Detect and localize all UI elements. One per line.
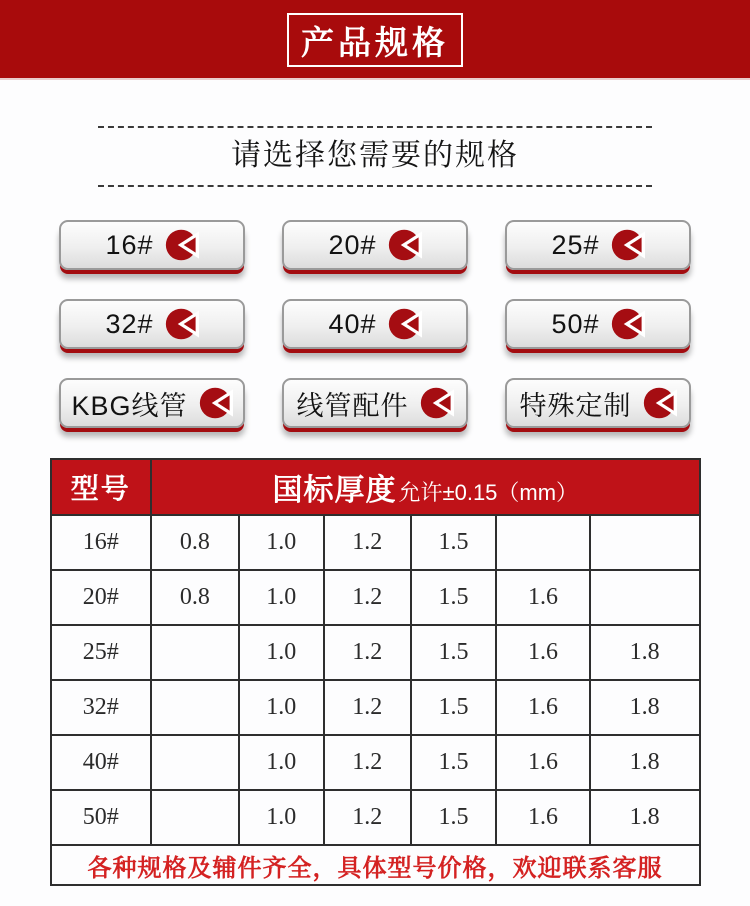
value-cell: 1.6 (496, 570, 589, 625)
spec-button-label: 16# (105, 229, 154, 260)
value-cell: 1.2 (324, 515, 411, 570)
banner-title-box (287, 13, 463, 67)
value-cell: 1.0 (239, 570, 324, 625)
model-cell: 16# (51, 515, 152, 570)
spec-table (50, 458, 701, 886)
thickness-column-header (151, 459, 699, 515)
value-cell: 1.0 (239, 680, 324, 735)
spec-button-32[interactable] (59, 299, 245, 349)
value-cell: 1.5 (411, 680, 497, 735)
pie-click-icon (388, 307, 422, 341)
spec-button-label: 40# (328, 308, 377, 339)
value-cell: 1.0 (239, 735, 324, 790)
table-row-50 (51, 790, 700, 845)
value-cell: 1.8 (590, 735, 700, 790)
value-cell: 0.8 (151, 570, 239, 625)
spec-button-20[interactable] (282, 220, 468, 270)
spec-prompt-heading: 请选择您需要的规格 (231, 139, 519, 172)
contact-note: 各种规格及辅件齐全，具体型号价格，欢迎联系客服 (51, 845, 700, 885)
value-cell: 1.5 (411, 790, 497, 845)
value-cell: 1.5 (411, 735, 497, 790)
spec-button-40[interactable] (282, 299, 468, 349)
table-row-20 (51, 570, 700, 625)
thickness-header-main: 国标厚度 (272, 474, 397, 507)
pie-click-icon (165, 228, 199, 262)
value-cell: 1.5 (411, 515, 497, 570)
spec-button-16[interactable] (59, 220, 245, 270)
value-cell: 1.6 (496, 625, 589, 680)
model-cell: 20# (51, 570, 152, 625)
value-cell: 1.2 (324, 570, 411, 625)
header-banner (0, 0, 750, 80)
pie-click-icon (611, 307, 645, 341)
table-row-32 (51, 680, 700, 735)
spec-button-label: 50# (551, 308, 600, 339)
value-cell: 1.2 (324, 625, 411, 680)
value-cell: 1.2 (324, 790, 411, 845)
value-cell: 1.0 (239, 625, 324, 680)
value-cell: 1.6 (496, 735, 589, 790)
value-cell (151, 680, 239, 735)
table-row-40 (51, 735, 700, 790)
page-title: 产品规格 (301, 23, 449, 61)
pie-click-icon (199, 386, 233, 420)
value-cell: 0.8 (151, 515, 239, 570)
table-row-16 (51, 515, 700, 570)
table-header-row (51, 459, 700, 515)
spec-button-conduit-fittings[interactable] (282, 378, 468, 428)
model-cell: 50# (51, 790, 152, 845)
thickness-header-tolerance: 允许±0.15（mm） (398, 480, 579, 505)
contact-note-row (51, 845, 700, 885)
model-cell: 25# (51, 625, 152, 680)
value-cell: 1.8 (590, 625, 700, 680)
value-cell: 1.5 (411, 625, 497, 680)
spec-button-custom-order[interactable] (505, 378, 691, 428)
pie-click-icon (165, 307, 199, 341)
spec-button-label: 线管配件 (296, 390, 409, 421)
model-cell: 32# (51, 680, 152, 735)
value-cell (590, 515, 700, 570)
value-cell: 1.5 (411, 570, 497, 625)
spec-button-label: 特殊定制 (519, 390, 632, 421)
value-cell: 1.2 (324, 735, 411, 790)
table-row-25 (51, 625, 700, 680)
value-cell: 1.6 (496, 680, 589, 735)
pie-click-icon (643, 386, 677, 420)
dashed-divider-bottom (98, 185, 652, 187)
spec-prompt-section (98, 126, 652, 187)
value-cell: 1.8 (590, 680, 700, 735)
spec-button-kbg-conduit[interactable] (59, 378, 245, 428)
value-cell: 1.2 (324, 680, 411, 735)
model-column-header: 型号 (51, 459, 152, 515)
value-cell (496, 515, 589, 570)
value-cell: 1.0 (239, 790, 324, 845)
model-cell: 40# (51, 735, 152, 790)
spec-button-50[interactable] (505, 299, 691, 349)
value-cell (151, 735, 239, 790)
spec-button-label: 20# (328, 229, 377, 260)
pie-click-icon (611, 228, 645, 262)
spec-button-25[interactable] (505, 220, 691, 270)
spec-button-grid (59, 220, 691, 428)
spec-button-label: 32# (105, 308, 154, 339)
pie-click-icon (388, 228, 422, 262)
pie-click-icon (420, 386, 454, 420)
spec-button-label: 25# (551, 229, 600, 260)
value-cell (151, 790, 239, 845)
value-cell (151, 625, 239, 680)
spec-button-label: KBG线管 (71, 390, 188, 421)
value-cell: 1.0 (239, 515, 324, 570)
value-cell: 1.8 (590, 790, 700, 845)
value-cell: 1.6 (496, 790, 589, 845)
value-cell (590, 570, 700, 625)
